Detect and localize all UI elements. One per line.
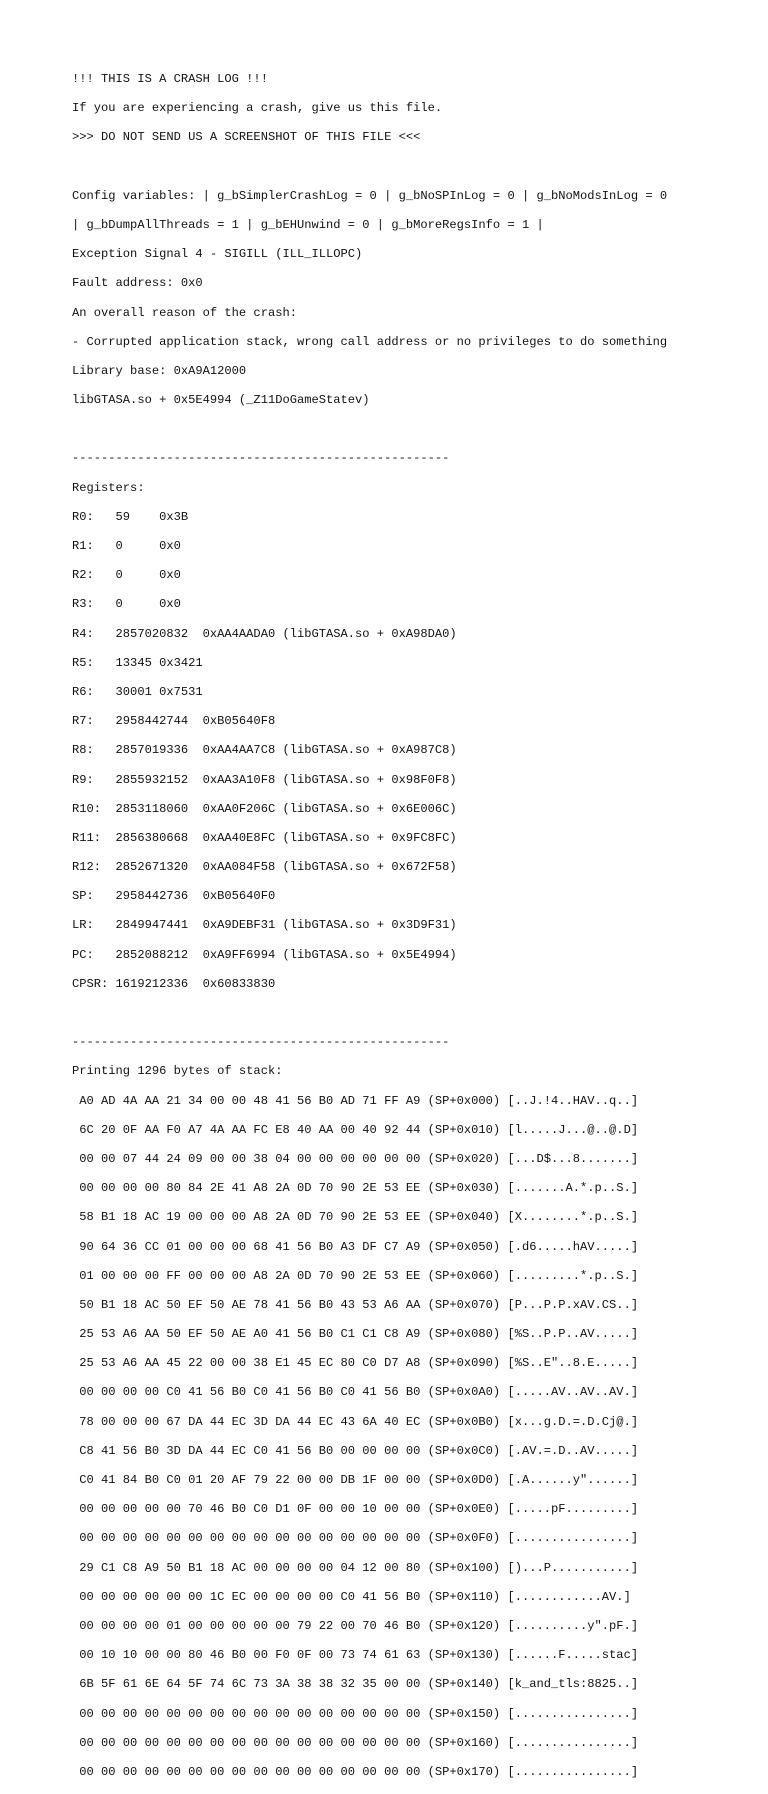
- log-line: 00 00 00 00 01 00 00 00 00 00 79 22 00 70 46 B0 (SP+0x120) [..........y".pF.]: [72, 1618, 639, 1633]
- log-line: 58 B1 18 AC 19 00 00 00 A8 2A 0D 70 90 2E 53 EE (SP+0x040) [X........*.p..S.]: [72, 1210, 639, 1225]
- log-line: R0: 59 0x3B: [72, 509, 189, 524]
- log-line: PC: 2852088212 0xA9FF6994 (libGTASA.so + 0x5E4994): [72, 947, 457, 962]
- log-line: 50 B1 18 AC 50 EF 50 AE 78 41 56 B0 43 53 A6 AA (SP+0x070) [P...P.P.xAV.CS..]: [72, 1297, 639, 1312]
- log-line: | g_bDumpAllThreads = 1 | g_bEHUnwind = 0 | g_bMoreRegsInfo = 1 |: [72, 217, 544, 232]
- log-line: [72, 1006, 667, 1021]
- log-line: R10: 2853118060 0xAA0F206C (libGTASA.so + 0x6E006C): [72, 801, 457, 816]
- log-line: ----------------------------------------------------: [72, 451, 450, 466]
- log-line: 00 00 07 44 24 09 00 00 38 04 00 00 00 00 00 00 (SP+0x020) [...D$...8.......]: [72, 1151, 639, 1166]
- log-line: - Corrupted application stack, wrong call address or no privileges to do something: [72, 334, 668, 349]
- log-line: 25 53 A6 AA 45 22 00 00 38 E1 45 EC 80 C0 D7 A8 (SP+0x090) [%S..E"..8.E.....]: [72, 1356, 639, 1371]
- log-line: 00 00 00 00 C0 41 56 B0 C0 41 56 B0 C0 41 56 B0 (SP+0x0A0) [.....AV..AV..AV.]: [72, 1385, 639, 1400]
- log-line: Fault address: 0x0: [72, 276, 203, 291]
- log-line: ----------------------------------------------------: [72, 1035, 450, 1050]
- log-line: Config variables: | g_bSimplerCrashLog = 0 | g_bNoSPInLog = 0 | g_bNoModsInLog = 0: [72, 188, 668, 203]
- log-line: A0 AD 4A AA 21 34 00 00 48 41 56 B0 AD 71 FF A9 (SP+0x000) [..J.!4..HAV..q..]: [72, 1093, 639, 1108]
- log-line: 00 10 10 00 00 80 46 B0 00 F0 0F 00 73 74 61 63 (SP+0x130) [......F.....stac]: [72, 1648, 639, 1663]
- log-line: 00 00 00 00 00 70 46 B0 C0 D1 0F 00 00 10 00 00 (SP+0x0E0) [.....pF.........]: [72, 1502, 639, 1517]
- log-line: !!! THIS IS A CRASH LOG !!!: [72, 72, 268, 86]
- log-line: R2: 0 0x0: [72, 568, 181, 583]
- log-line: R5: 13345 0x3421: [72, 655, 203, 670]
- log-line: CPSR: 1619212336 0x60833830: [72, 976, 276, 991]
- log-line: 00 00 00 00 00 00 00 00 00 00 00 00 00 00 00 00 (SP+0x0F0) [................]: [72, 1531, 639, 1546]
- log-line: [72, 160, 667, 175]
- log-line: 00 00 00 00 00 00 00 00 00 00 00 00 00 00 00 00 (SP+0x170) [................]: [72, 1764, 639, 1779]
- log-line: 00 00 00 00 80 84 2E 41 A8 2A 0D 70 90 2E 53 EE (SP+0x030) [.......A.*.p..S.]: [72, 1181, 639, 1196]
- log-line: C0 41 84 B0 C0 01 20 AF 79 22 00 00 DB 1F 00 00 (SP+0x0D0) [.A......y"......]: [72, 1473, 639, 1487]
- log-line: R8: 2857019336 0xAA4AA7C8 (libGTASA.so + 0xA987C8): [72, 743, 457, 758]
- log-line: R11: 2856380668 0xAA40E8FC (libGTASA.so + 0x9FC8FC): [72, 830, 457, 845]
- log-line: 6C 20 0F AA F0 A7 4A AA FC E8 40 AA 00 40 92 44 (SP+0x010) [l.....J...@..@.D]: [72, 1122, 639, 1137]
- log-line: If you are experiencing a crash, give us this file.: [72, 101, 443, 116]
- log-line: C8 41 56 B0 3D DA 44 EC C0 41 56 B0 00 00 00 00 (SP+0x0C0) [.AV.=.D..AV.....]: [72, 1443, 639, 1458]
- log-line: LR: 2849947441 0xA9DEBF31 (libGTASA.so + 0x3D9F31): [72, 918, 457, 933]
- log-line: Exception Signal 4 - SIGILL (ILL_ILLOPC): [72, 247, 363, 262]
- log-line: 6B 5F 61 6E 64 5F 74 6C 73 3A 38 38 32 35 00 00 (SP+0x140) [k_and_tls:8825..]: [72, 1677, 639, 1692]
- log-line: 25 53 A6 AA 50 EF 50 AE A0 41 56 B0 C1 C1 C8 A9 (SP+0x080) [%S..P.P..AV.....]: [72, 1327, 639, 1342]
- log-line: R9: 2855932152 0xAA3A10F8 (libGTASA.so + 0x98F0F8): [72, 772, 457, 787]
- log-line: [72, 422, 667, 437]
- log-line: 29 C1 C8 A9 50 B1 18 AC 00 00 00 00 04 12 00 80 (SP+0x100) [)...P...........]: [72, 1560, 639, 1575]
- log-line: 00 00 00 00 00 00 00 00 00 00 00 00 00 00 00 00 (SP+0x160) [................]: [72, 1735, 639, 1750]
- log-line: 78 00 00 00 67 DA 44 EC 3D DA 44 EC 43 6A 40 EC (SP+0x0B0) [x...g.D.=.D.Cj@.]: [72, 1414, 639, 1429]
- log-line: 00 00 00 00 00 00 00 00 00 00 00 00 00 00 00 00 (SP+0x150) [................]: [72, 1706, 639, 1721]
- log-line: 00 00 00 00 00 00 1C EC 00 00 00 00 C0 41 56 B0 (SP+0x110) [............AV.]: [72, 1589, 631, 1604]
- log-line: >>> DO NOT SEND US A SCREENSHOT OF THIS FILE <<<: [72, 130, 421, 145]
- log-line: R12: 2852671320 0xAA084F58 (libGTASA.so + 0x672F58): [72, 860, 457, 875]
- log-line: 90 64 36 CC 01 00 00 00 68 41 56 B0 A3 DF C7 A9 (SP+0x050) [.d6.....hAV.....]: [72, 1239, 639, 1254]
- log-line: R6: 30001 0x7531: [72, 684, 203, 699]
- log-line: An overall reason of the crash:: [72, 305, 297, 320]
- log-line: Registers:: [72, 480, 145, 495]
- log-line: 01 00 00 00 FF 00 00 00 A8 2A 0D 70 90 2E 53 EE (SP+0x060) [.........*.p..S.]: [72, 1268, 639, 1283]
- log-line: Printing 1296 bytes of stack:: [72, 1064, 283, 1079]
- crash-log: [72, 72, 667, 1794]
- log-line: SP: 2958442736 0xB05640F0: [72, 889, 276, 904]
- log-line: R3: 0 0x0: [72, 597, 181, 612]
- log-line: Library base: 0xA9A12000: [72, 363, 247, 378]
- log-line: libGTASA.so + 0x5E4994 (_Z11DoGameStatev): [72, 393, 370, 408]
- log-line: R4: 2857020832 0xAA4AADA0 (libGTASA.so + 0xA98DA0): [72, 626, 457, 641]
- log-line: R1: 0 0x0: [72, 539, 181, 553]
- log-line: R7: 2958442744 0xB05640F8: [72, 714, 276, 729]
